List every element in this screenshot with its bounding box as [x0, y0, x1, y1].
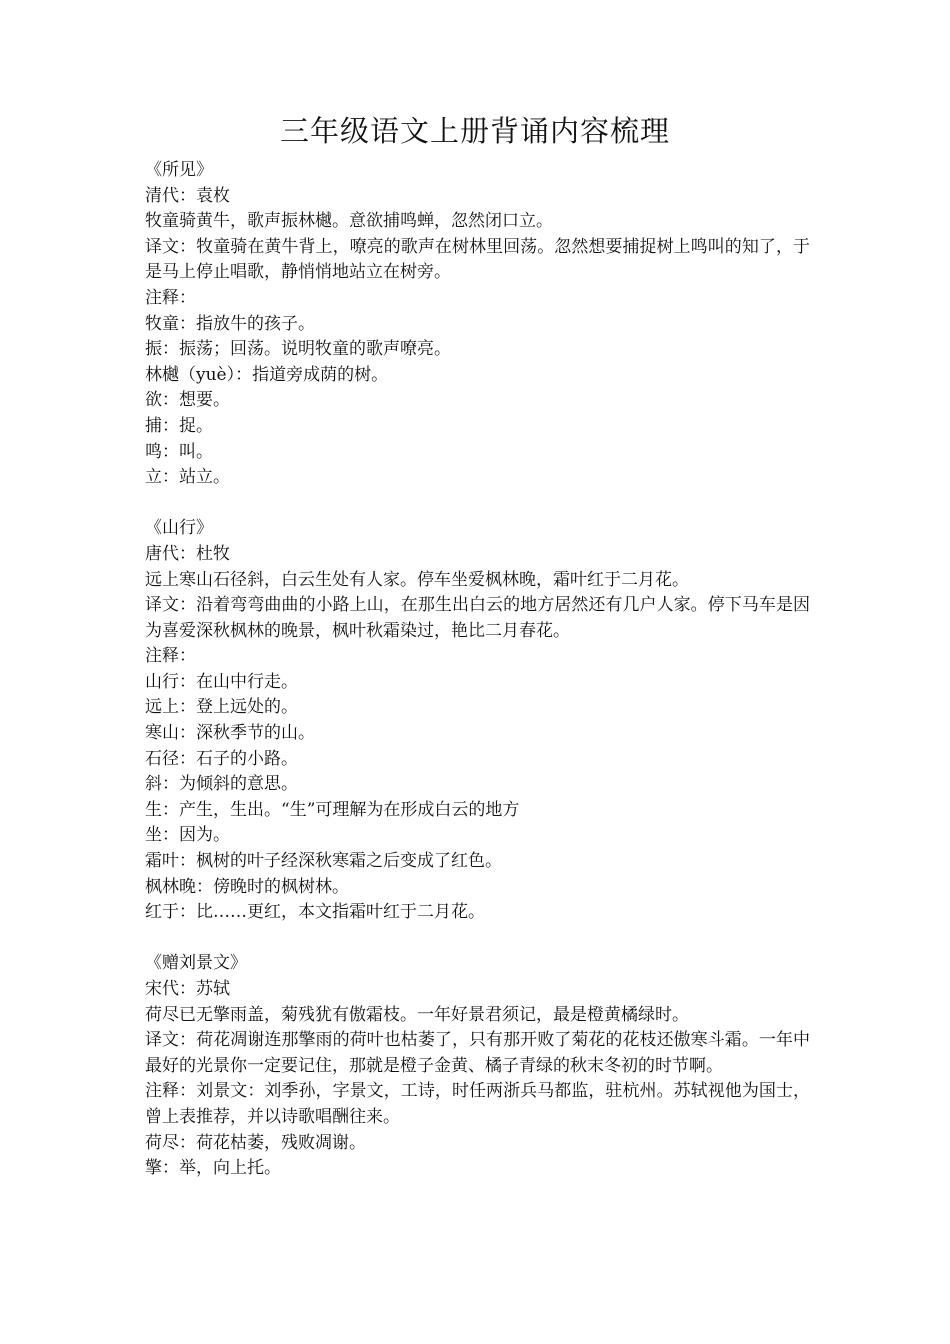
notes-label: 注释： [145, 646, 196, 667]
document-body [145, 158, 810, 1182]
note-item: 坐：因为。 [145, 825, 230, 846]
note-item: 林樾（yuè）：指道旁成荫的树。 [145, 364, 389, 385]
note-item: 捕：捉。 [145, 415, 213, 436]
note-item: 斜：为倾斜的意思。 [145, 774, 298, 795]
note-item: 牧童：指放牛的孩子。 [145, 313, 315, 334]
poem-author: 宋代：苏轼 [145, 979, 230, 999]
poem-heading: 《所见》 [145, 160, 213, 180]
note-item: 红于：比……更红，本文指霜叶红于二月花。 [145, 902, 485, 923]
note-item: 擎：举，向上托。 [145, 1158, 281, 1179]
document-title: 三年级语文上册背诵内容梳理 [279, 114, 670, 148]
poem-text: 牧童骑黄牛，歌声振林樾。意欲捕鸣蝉，忽然闭口立。 [145, 211, 553, 232]
notes-label: 注释： [145, 287, 196, 308]
note-item: 枫林晚：傍晚时的枫树林。 [145, 876, 349, 897]
poem-translation: 译文：沿着弯弯曲曲的小路上山，在那生出白云的地方居然还有几户人家。停下马车是因为喜爱深秋枫林的晚景，枫叶秋霜染过，艳比二月春花。 [145, 595, 810, 641]
poem-section-suojian [145, 158, 810, 491]
note-item: 立：站立。 [145, 467, 230, 488]
note-item: 鸣：叫。 [145, 441, 213, 462]
note-item: 生：产生，生出。“生”可理解为在形成白云的地方 [145, 799, 520, 820]
poem-translation: 译文：荷花凋谢连那擎雨的荷叶也枯萎了，只有那开败了菊花的花枝还傲寒斗霜。一年中最好的光景你一定要记住，那就是橙子金黄、橘子青绿的秋末冬初的时节啊。 [145, 1030, 810, 1076]
note-item: 石径：石子的小路。 [145, 748, 298, 769]
poem-text: 远上寒山石径斜，白云生处有人家。停车坐爱枫林晚，霜叶红于二月花。 [145, 569, 689, 590]
poem-heading: 《山行》 [145, 518, 213, 539]
section-spacer [145, 491, 810, 517]
note-item: 寒山：深秋季节的山。 [145, 723, 315, 744]
note-item: 荷尽：荷花枯萎，残败凋谢。 [145, 1132, 366, 1153]
note-item: 振：振荡；回荡。说明牧童的歌声嘹亮。 [145, 339, 451, 360]
poem-author: 清代：袁枚 [145, 185, 230, 206]
poem-text: 荷尽已无擎雨盖，菊残犹有傲霜枝。一年好景君须记，最是橙黄橘绿时。 [145, 1004, 689, 1025]
note-item: 欲：想要。 [145, 390, 230, 411]
poem-section-shanxing [145, 516, 810, 926]
note-item: 远上：登上远处的。 [145, 697, 298, 718]
note-item: 山行：在山中行走。 [145, 671, 298, 692]
poem-heading: 《赠刘景文》 [145, 953, 247, 974]
poem-section-zengliujingwen [145, 951, 810, 1181]
note-item: 霜叶：枫树的叶子经深秋寒霜之后变成了红色。 [145, 851, 502, 872]
poem-translation: 译文：牧童骑在黄牛背上，嘹亮的歌声在树林里回荡。忽然想要捕捉树上鸣叫的知了，于是马上停止唱歌，静悄悄地站立在树旁。 [145, 236, 810, 283]
section-spacer [145, 926, 810, 952]
notes-intro: 注释：刘景文：刘季孙，字景文，工诗，时任两浙兵马都监，驻杭州。苏轼视他为国士，曾上表推荐，并以诗歌唱酬往来。 [145, 1081, 810, 1127]
poem-author: 唐代：杜牧 [145, 543, 230, 564]
